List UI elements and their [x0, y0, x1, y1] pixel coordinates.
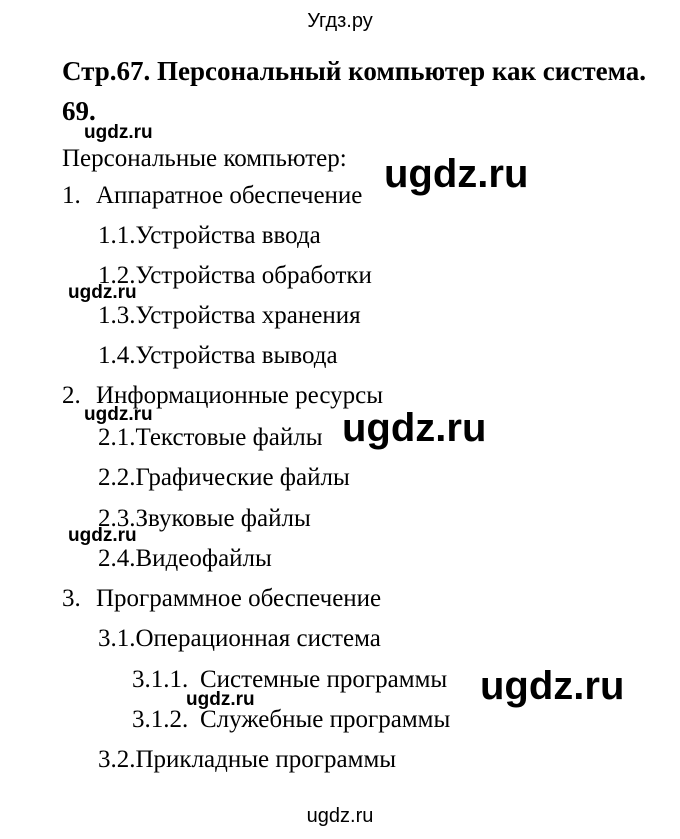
item-number: 1.1. — [98, 222, 136, 249]
item-number: 3.1.1. — [132, 666, 189, 693]
item-number: 3.1. — [98, 625, 136, 652]
list-item — [98, 424, 323, 452]
list-item — [98, 222, 321, 250]
list-item — [62, 182, 362, 210]
intro-text: Персональные компьютер: — [62, 145, 347, 172]
task-number: 69. — [62, 96, 96, 126]
list-item — [62, 585, 381, 613]
watermark: ugdz.ru — [480, 664, 625, 708]
item-number: 2.1. — [98, 424, 136, 451]
item-number: 1.2. — [98, 262, 136, 289]
item-text: Операционная система — [135, 625, 381, 652]
item-text: Прикладные программы — [135, 746, 397, 773]
item-number: 3.1.2. — [132, 706, 189, 733]
item-number: 1. — [62, 182, 81, 209]
list-item — [132, 666, 447, 694]
list-item — [98, 302, 361, 330]
item-text: Аппаратное обеспечение — [96, 182, 363, 209]
item-number: 3. — [62, 585, 81, 612]
item-number: 2.2. — [98, 464, 136, 491]
list-item — [98, 746, 396, 774]
list-item — [98, 342, 338, 370]
watermark: ugdz.ru — [68, 525, 137, 546]
watermark: ugdz.ru — [186, 689, 255, 710]
site-footer: ugdz.ru — [306, 805, 374, 827]
watermark: ugdz.ru — [84, 404, 153, 425]
item-text: Графические файлы — [135, 464, 350, 491]
list-item — [98, 262, 372, 290]
item-text: Устройства ввода — [135, 222, 321, 249]
watermark: ugdz.ru — [68, 282, 137, 303]
item-number: 2.3. — [98, 505, 136, 532]
item-number: 1.3. — [98, 302, 136, 329]
item-text: Звуковые файлы — [135, 505, 311, 532]
item-number: 2.4. — [98, 545, 136, 572]
page-title: Стр.67. Персональный компьютер как система. — [62, 56, 647, 86]
list-item — [98, 464, 350, 492]
item-text: Устройства хранения — [135, 302, 361, 329]
watermark: ugdz.ru — [384, 152, 529, 196]
list-item — [98, 625, 381, 653]
list-item — [132, 706, 450, 734]
item-text: Информационные ресурсы — [96, 382, 384, 409]
list-item — [98, 545, 272, 573]
item-text: Системные программы — [200, 666, 448, 693]
item-text: Текстовые файлы — [135, 424, 323, 451]
item-number: 1.4. — [98, 342, 136, 369]
watermark: ugdz.ru — [342, 406, 487, 450]
item-text: Устройства обработки — [135, 262, 372, 289]
item-number: 2. — [62, 382, 81, 409]
item-text: Видеофайлы — [135, 545, 272, 572]
item-number: 3.2. — [98, 746, 136, 773]
item-text: Служебные программы — [200, 706, 451, 733]
item-text: Устройства вывода — [135, 342, 338, 369]
watermark: ugdz.ru — [84, 122, 153, 143]
item-text: Программное обеспечение — [96, 585, 382, 612]
site-header: Угдз.ру — [307, 10, 373, 32]
